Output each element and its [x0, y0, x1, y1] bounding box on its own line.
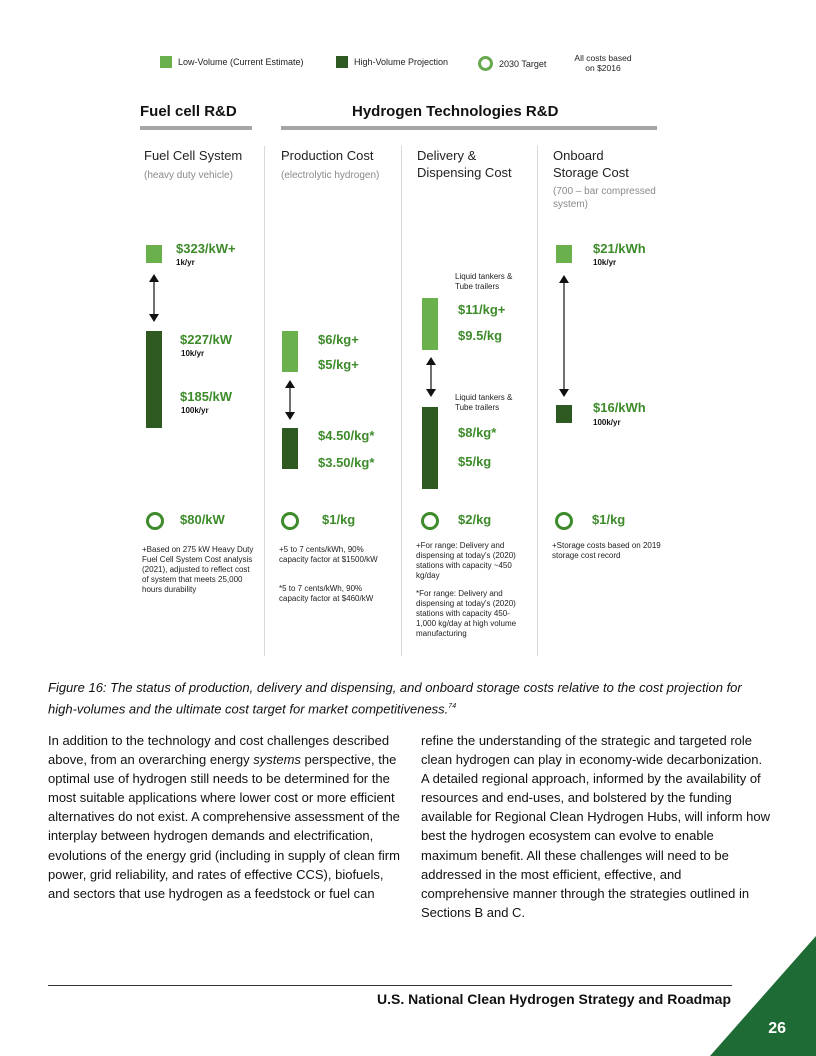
fc-low-value: $323/kW+	[176, 241, 236, 256]
legend-target-label: 2030 Target	[499, 58, 547, 69]
column-divider	[401, 146, 402, 656]
prod-target-icon	[281, 512, 299, 530]
legend-high-volume-label: High-Volume Projection	[354, 57, 449, 67]
storage-range-arrow-icon	[557, 275, 571, 397]
column-divider	[264, 146, 265, 656]
fc-high-volume-1: 10k/yr	[181, 349, 205, 358]
storage-low-value: $21/kWh	[593, 241, 646, 256]
figure-caption-reference: 74	[448, 703, 457, 710]
deliv-range-arrow-icon	[424, 357, 438, 397]
figure-caption-text: Figure 16: The status of production, delivery and dispensing, and onboard storage costs relative to the cost projection for high-volumes and the ultimate cost target for market competitiveness.	[48, 680, 742, 717]
fc-column-title: Fuel Cell System	[144, 148, 243, 163]
fc-high-volume-bar	[146, 331, 162, 428]
fc-low-volume-bar	[146, 245, 162, 263]
storage-low-volume-bar	[556, 245, 572, 263]
prod-low-volume-bar	[282, 331, 298, 372]
storage-high-volume: 100k/yr	[593, 418, 621, 427]
section-title-hydrogen: Hydrogen Technologies R&D	[352, 103, 559, 120]
dark-green-swatch-icon	[336, 56, 348, 68]
body-text-left-emphasis: systems	[253, 752, 301, 768]
body-text-right: refine the understanding of the strategic and targeted role clean hydrogen can play in economy-wide decarbonization. A detailed regional approach, informed by the availability of resources and end-uses, and bolstered by the funding available for Regional Clean Hydrogen Hubs, will inform how best the hydrogen ecosystem can evolve to enable maximum benefit. All these challenges will need to be addressed in the most efficient, effective, and comprehensive manner through the strategies outlined in Sections B and C.	[421, 733, 771, 920]
legend-target	[478, 56, 546, 71]
page-corner-triangle-icon	[710, 936, 816, 1056]
page-number: 26	[768, 1020, 786, 1037]
prod-footnote-2: *5 to 7 cents/kWh, 90% capacity factor at $460/kW	[279, 584, 374, 603]
fc-target-value: $80/kW	[180, 512, 225, 527]
fc-high-value-1: $227/kW	[180, 332, 233, 347]
fc-target-icon	[146, 512, 164, 530]
fc-low-volume: 1k/yr	[176, 258, 195, 267]
prod-low-value-2: $5/kg+	[318, 357, 359, 372]
storage-high-value: $16/kWh	[593, 400, 646, 415]
prod-high-value-2: $3.50/kg*	[318, 455, 375, 470]
deliv-low-volume-bar	[422, 298, 438, 350]
column-divider	[537, 146, 538, 656]
footer-rule	[48, 985, 732, 986]
deliv-high-volume-bar	[422, 407, 438, 489]
storage-target-icon	[555, 512, 573, 530]
storage-column-subtitle: (700 – bar compressed system)	[553, 186, 656, 210]
deliv-high-value-1: $8/kg*	[458, 425, 497, 440]
prod-column-subtitle: (electrolytic hydrogen)	[281, 170, 380, 181]
body-text-left-part-2: perspective, the optimal use of hydrogen still needs to be determined for the most suitable applications where lower cost or more efficient alternatives do not exist. A comprehensive assessment of the interplay between hydrogen demands and electrification, evolutions of the energy grid (including in supply of clean firm power, grid reliability, and rates of effective CCS), biofuels, and sectors that use hydrogen as a feedstock or fuel can	[48, 752, 400, 901]
deliv-target-icon	[421, 512, 439, 530]
fc-high-volume-2: 100k/yr	[181, 406, 209, 415]
section-title-fuel-cell: Fuel cell R&D	[140, 103, 237, 120]
legend-low-volume	[160, 56, 304, 68]
figure-caption	[48, 678, 768, 718]
legend-high-volume	[336, 56, 448, 68]
legend-low-volume-label: Low-Volume (Current Estimate)	[178, 57, 304, 67]
storage-column-title-1: Onboard	[553, 148, 604, 163]
section-underline-hydrogen	[281, 126, 657, 130]
prod-footnote-1: +5 to 7 cents/kWh, 90% capacity factor at $1500/kW	[279, 545, 378, 564]
prod-range-arrow-icon	[283, 380, 297, 420]
deliv-low-label: Liquid tankers & Tube trailers	[455, 272, 513, 291]
deliv-column-title-1: Delivery &	[417, 148, 477, 163]
deliv-low-value-1: $11/kg+	[458, 302, 506, 317]
deliv-high-value-2: $5/kg	[458, 454, 492, 469]
target-ring-icon	[478, 56, 493, 71]
fc-footnote: +Based on 275 kW Heavy Duty Fuel Cell System Cost analysis (2021), adjusted to reflect cost of system that meets 25,000 hours durability	[142, 545, 254, 594]
light-green-swatch-icon	[160, 56, 172, 68]
storage-target-value: $1/kg	[592, 512, 626, 527]
storage-footnote: +Storage costs based on 2019 storage cost record	[552, 541, 661, 560]
prod-high-value-1: $4.50/kg*	[318, 428, 375, 443]
body-text-left	[48, 731, 400, 903]
prod-column-title: Production Cost	[281, 148, 374, 163]
storage-low-volume: 10k/yr	[593, 258, 617, 267]
storage-high-volume-bar	[556, 405, 572, 423]
deliv-column-title-2: Dispensing Cost	[417, 165, 512, 180]
fc-column-subtitle: (heavy duty vehicle)	[144, 170, 233, 181]
deliv-footnote-1: +For range: Delivery and dispensing at today's (2020) stations with capacity ~450 kg/day	[416, 541, 516, 580]
deliv-low-value-2: $9.5/kg	[458, 328, 503, 343]
deliv-footnote-2: *For range: Delivery and dispensing at today's (2020) stations with capacity 450-1,000 kg/day at high volume manufacturing	[416, 589, 517, 638]
deliv-target-value: $2/kg	[458, 512, 492, 527]
prod-target-value: $1/kg	[322, 512, 356, 527]
prod-high-volume-bar	[282, 428, 298, 469]
footer-title: U.S. National Clean Hydrogen Strategy and Roadmap	[377, 991, 731, 1007]
legend-cost-note: All costs based on $2016	[574, 53, 632, 73]
section-underline-fuel-cell	[140, 126, 252, 130]
fc-range-arrow-icon	[147, 274, 161, 322]
deliv-high-label: Liquid tankers & Tube trailers	[455, 393, 513, 412]
storage-column-title-2: Storage Cost	[553, 165, 629, 180]
prod-low-value-1: $6/kg+	[318, 332, 359, 347]
fc-high-value-2: $185/kW	[180, 389, 233, 404]
body-text-left-part-1: In addition to the technology and cost challenges described above, from an overarching energy	[48, 733, 390, 768]
